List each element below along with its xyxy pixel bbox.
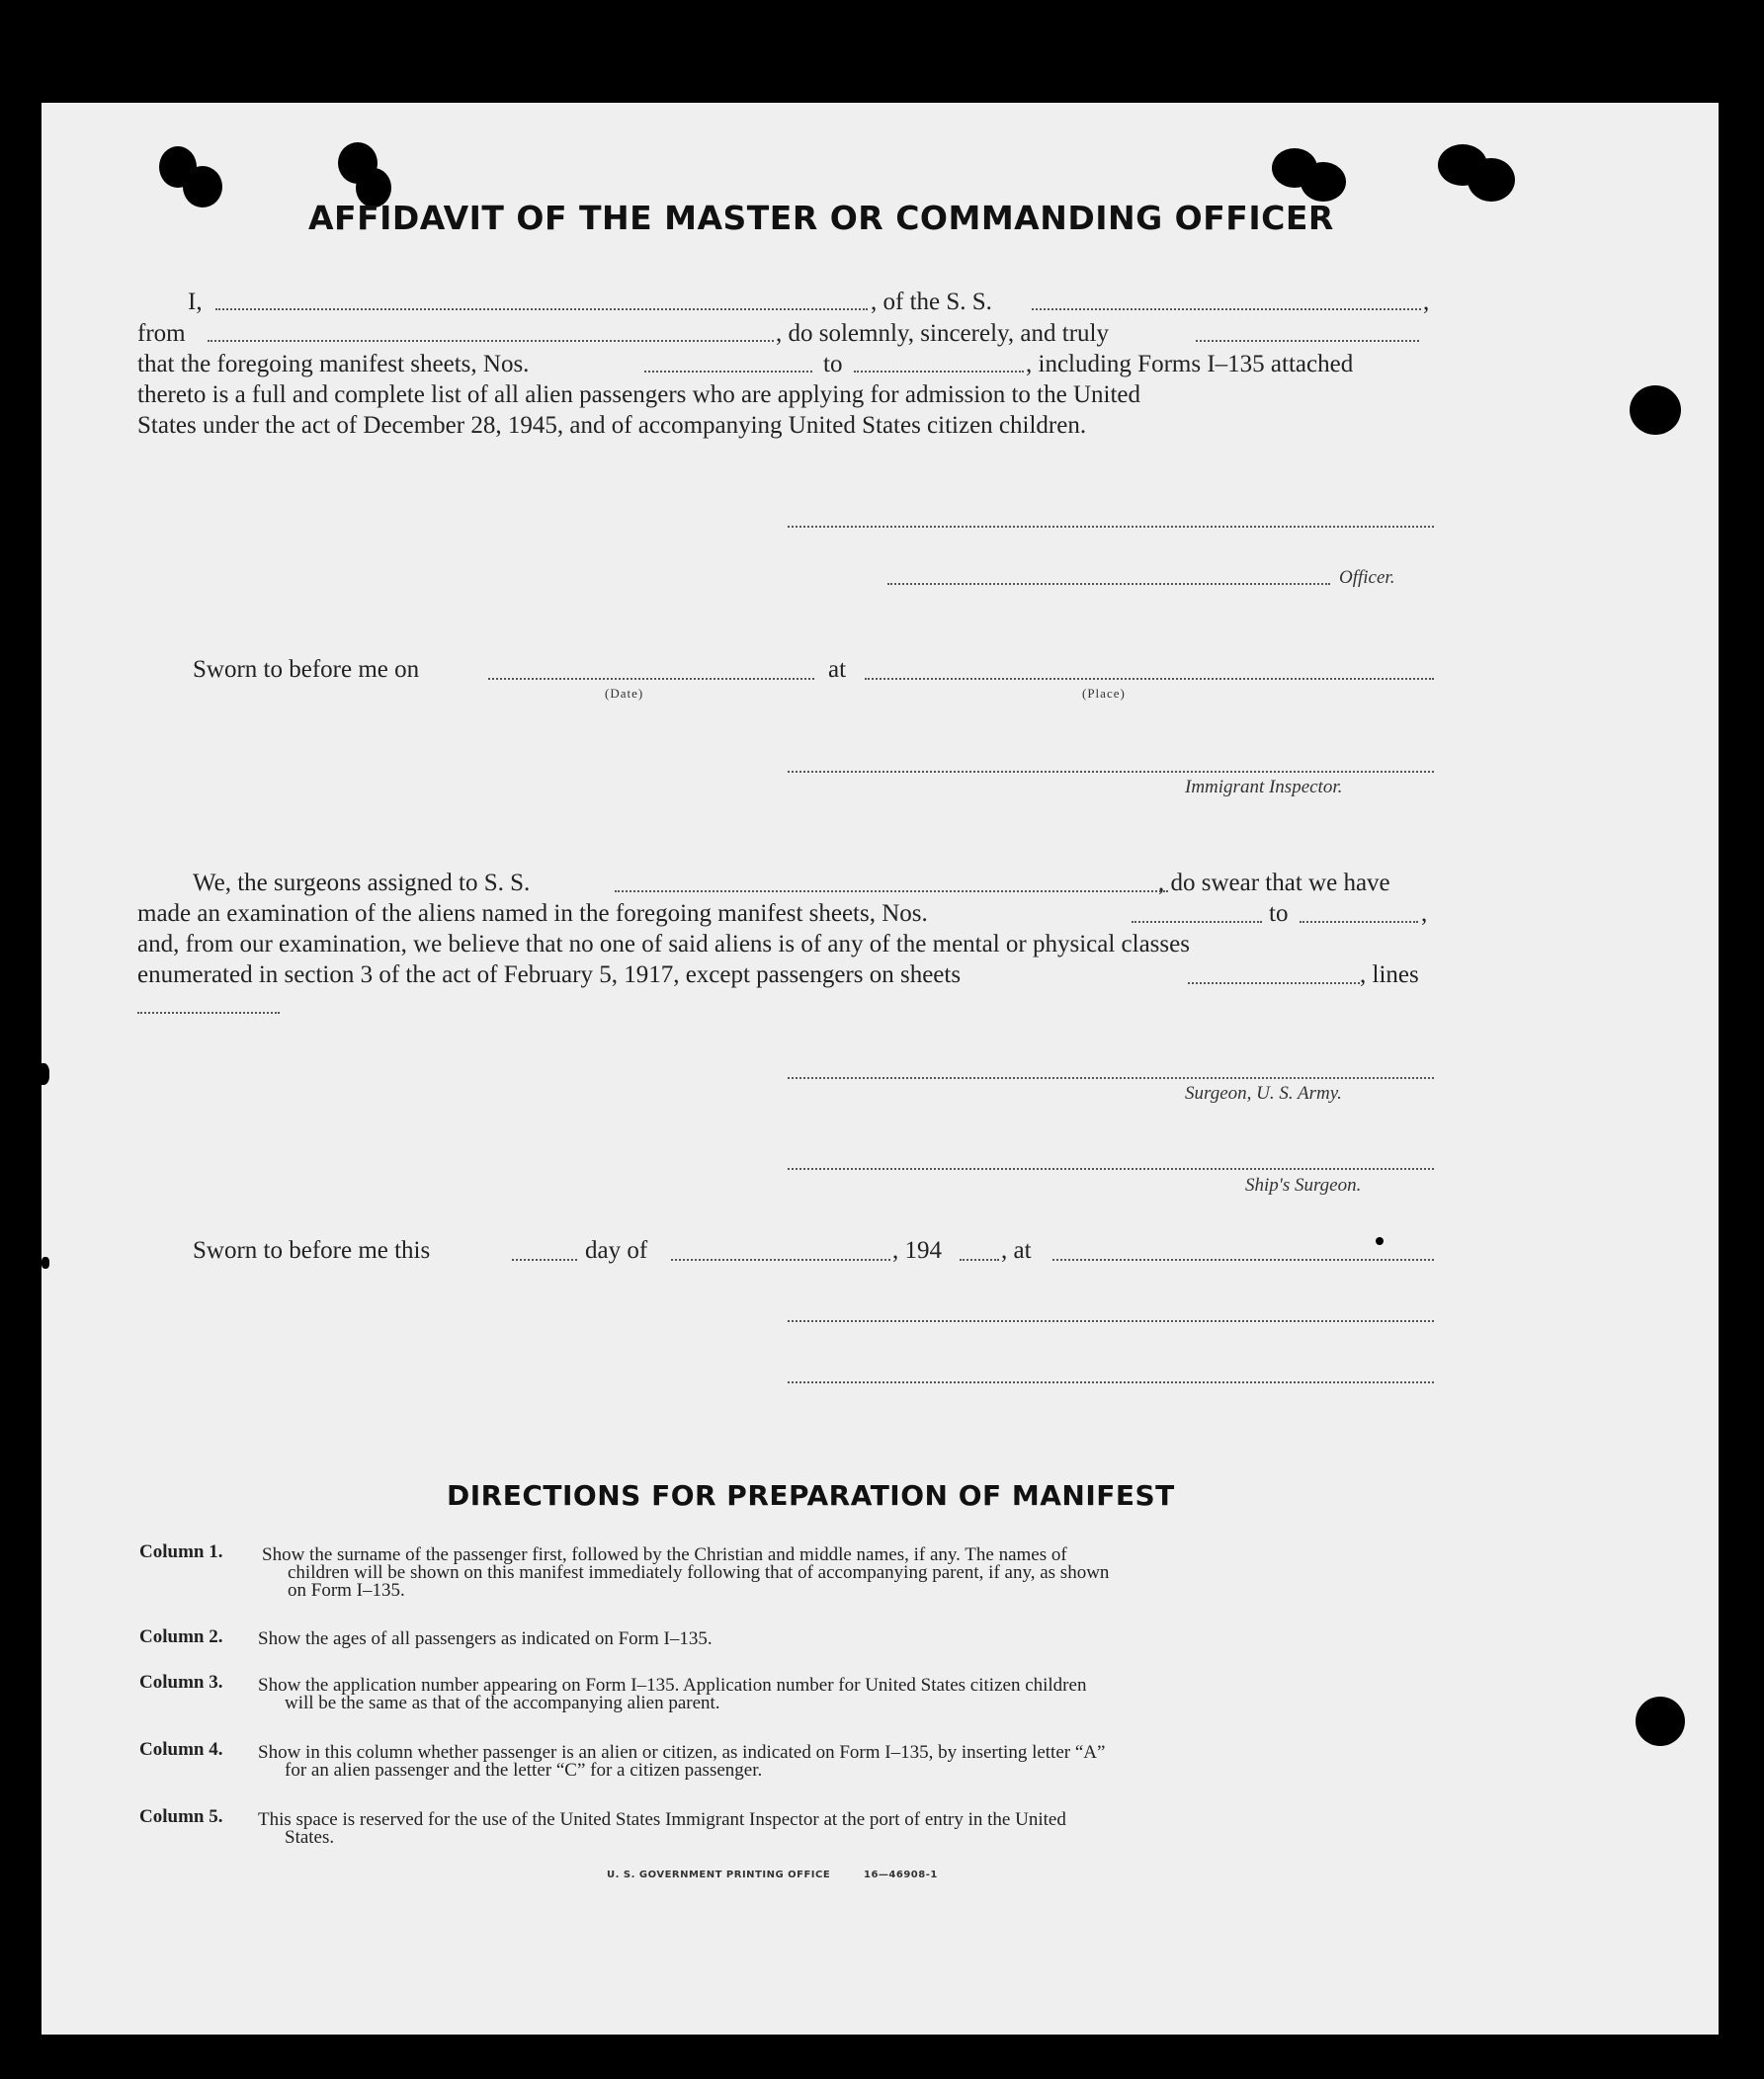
directions-title: DIRECTIONS FOR PREPARATION OF MANIFEST [447, 1479, 1175, 1512]
inspector-signature-line[interactable] [788, 771, 1434, 773]
ship-surgeon-label: Ship's Surgeon. [1245, 1175, 1362, 1196]
sheet-to-blank[interactable] [854, 371, 1024, 373]
sworn2-place-blank[interactable] [1052, 1259, 1434, 1261]
army-surgeon-signature-line[interactable] [788, 1077, 1434, 1079]
officer-signature-line[interactable] [788, 526, 1434, 528]
from-blank[interactable] [208, 340, 774, 342]
column-2-label: Column 2. [139, 1626, 223, 1647]
date-caption: (Date) [605, 686, 644, 701]
column-2-text-1: Show the ages of all passengers as indicated on Form I–135. [258, 1628, 713, 1649]
column-5-text-2: States. [285, 1827, 335, 1848]
sworn-at-label: at [828, 656, 847, 683]
column-4-text-1: Show in this column whether passenger is an alien or citizen, as indicated on Form I–135, by inserting letter “A” [258, 1742, 1106, 1763]
inspector-label: Immigrant Inspector. [1185, 777, 1343, 797]
month-blank[interactable] [671, 1259, 890, 1261]
column-1-text-3: on Form I–135. [288, 1580, 405, 1601]
swear-blank[interactable] [1196, 340, 1419, 342]
sworn-on-label: Sworn to before me on [193, 656, 420, 683]
surgeons-ship-blank[interactable] [615, 890, 1168, 892]
place-caption: (Place) [1082, 686, 1126, 701]
column-1-text-2: children will be shown on this manifest immediately following that of accompanying parent, if any, as shown [288, 1562, 1110, 1583]
year-label: , 194 [892, 1237, 942, 1264]
speck [42, 1257, 49, 1269]
ship-blank[interactable] [1032, 308, 1421, 310]
column-5-text-1: This space is reserved for the use of the United States Immigrant Inspector at the port of entry in the United [258, 1809, 1066, 1830]
affidavit-swear: , do solemnly, sincerely, and truly [776, 320, 1109, 347]
year-blank[interactable] [960, 1259, 999, 1261]
affidavit-to: to [823, 351, 843, 377]
punch-hole [1630, 385, 1681, 435]
punch-hole [1468, 158, 1515, 202]
officer-label: Officer. [1339, 567, 1395, 588]
column-1-text-1: Show the surname of the passenger first, followed by the Christian and middle names, if any. The names of [262, 1544, 1067, 1565]
signature-line-1[interactable] [788, 1320, 1434, 1322]
name-blank[interactable] [215, 308, 868, 310]
sworn-this-label: Sworn to before me this [193, 1237, 431, 1264]
surgeons-to: to [1269, 900, 1289, 927]
surgeons-lines-blank[interactable] [137, 1012, 280, 1014]
day-of-label: day of [585, 1237, 648, 1264]
speck [1376, 1237, 1384, 1245]
form-code: 16—46908-1 [864, 1870, 938, 1880]
affidavit-line5: States under the act of December 28, 1945, and of accompanying United States citizen children. [137, 412, 1087, 439]
signature-line-2[interactable] [788, 1381, 1434, 1383]
place-blank[interactable] [865, 678, 1434, 680]
printer-imprint: U. S. GOVERNMENT PRINTING OFFICE [607, 1870, 831, 1880]
surgeons-comma: , [1421, 900, 1428, 927]
affidavit-sheets: that the foregoing manifest sheets, Nos. [137, 351, 530, 377]
column-3-text-1: Show the application number appearing on Form I–135. Application number for United States citizen children [258, 1675, 1087, 1696]
date-blank[interactable] [488, 678, 814, 680]
army-surgeon-label: Surgeon, U. S. Army. [1185, 1083, 1342, 1104]
column-3-label: Column 3. [139, 1672, 223, 1693]
column-3-text-2: will be the same as that of the accompanying alien parent. [285, 1693, 720, 1713]
affidavit-forms: , including Forms I–135 attached [1026, 351, 1354, 377]
affidavit-from: from [137, 320, 186, 347]
surgeons-sheet-to-blank[interactable] [1300, 921, 1418, 923]
sworn2-at-label: , at [1001, 1237, 1032, 1264]
column-4-text-2: for an alien passenger and the letter “C” for a citizen passenger. [285, 1760, 763, 1781]
ship-surgeon-signature-line[interactable] [788, 1168, 1434, 1170]
officer-title-line[interactable] [887, 583, 1330, 585]
surgeons-line2: made an examination of the aliens named in the foregoing manifest sheets, Nos. [137, 900, 928, 927]
column-5-label: Column 5. [139, 1806, 223, 1827]
form-page [42, 103, 1719, 2035]
column-4-label: Column 4. [139, 1739, 223, 1760]
column-1-label: Column 1. [139, 1541, 223, 1562]
surgeons-swear: , do swear that we have [1158, 870, 1390, 896]
affidavit-of-ss: , of the S. S. [871, 289, 992, 315]
punch-hole [1301, 162, 1346, 202]
punch-hole [1636, 1697, 1685, 1746]
speck [42, 1063, 49, 1085]
surgeons-line1: We, the surgeons assigned to S. S. [193, 870, 531, 896]
affidavit-title: AFFIDAVIT OF THE MASTER OR COMMANDING OFFICER [308, 199, 1334, 237]
affidavit-line4: thereto is a full and complete list of all alien passengers who are applying for admission to the United [137, 381, 1141, 408]
punch-hole [183, 166, 222, 208]
day-blank[interactable] [512, 1259, 577, 1261]
surgeons-sheets-blank[interactable] [1188, 982, 1360, 984]
sheet-from-blank[interactable] [644, 371, 812, 373]
affidavit-i: I, [188, 289, 203, 315]
surgeons-sheet-from-blank[interactable] [1132, 921, 1262, 923]
surgeons-line3: and, from our examination, we believe that no one of said aliens is of any of the mental or physical classes [137, 931, 1190, 957]
surgeons-lines: , lines [1360, 961, 1419, 988]
affidavit-comma: , [1423, 289, 1430, 315]
surgeons-line4: enumerated in section 3 of the act of February 5, 1917, except passengers on sheets [137, 961, 962, 988]
